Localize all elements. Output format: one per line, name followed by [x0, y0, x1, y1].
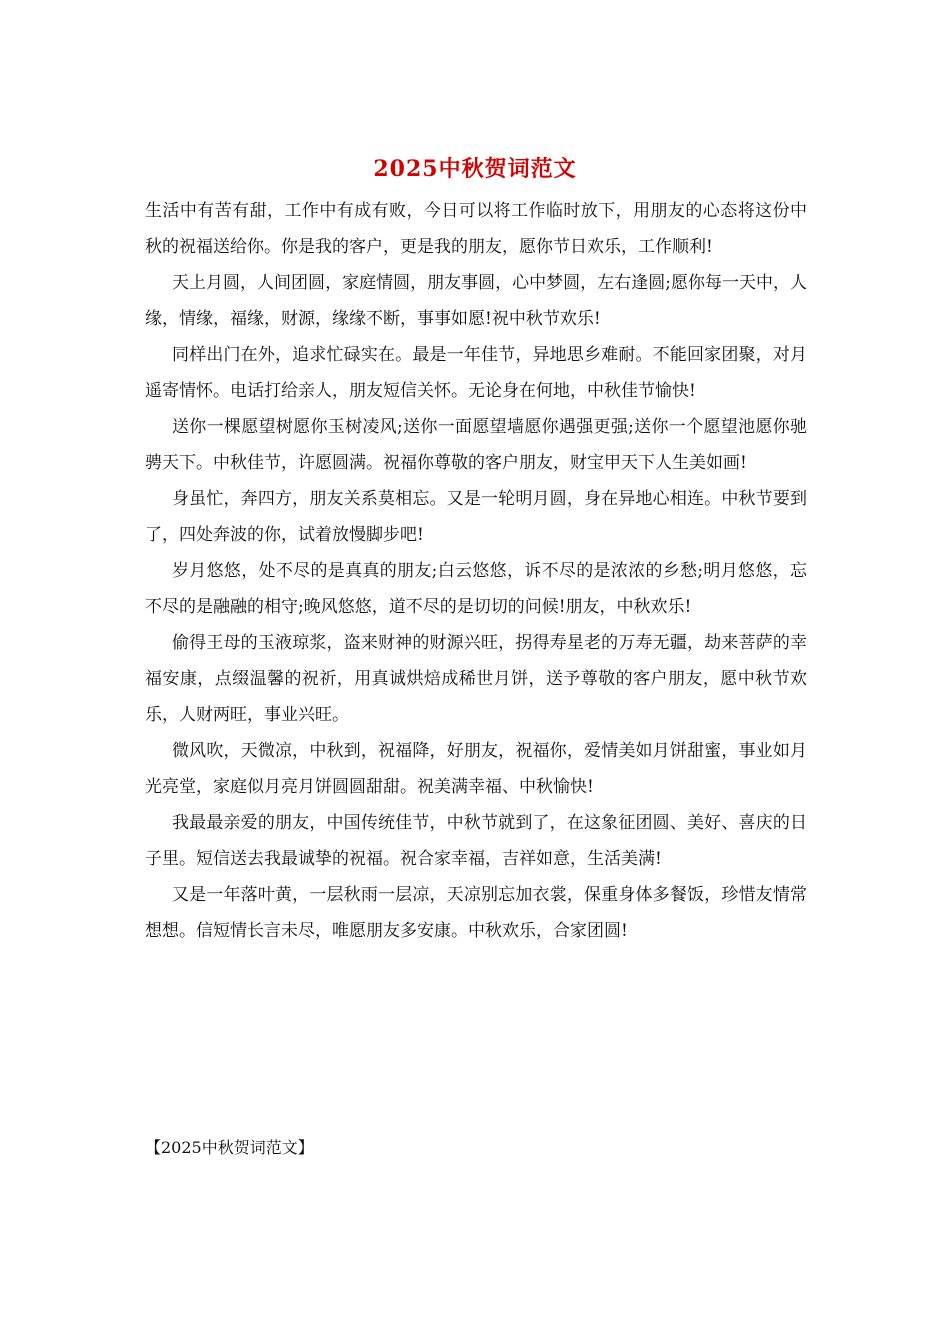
paragraph-6: 岁月悠悠，处不尽的是真真的朋友;白云悠悠，诉不尽的是浓浓的乡愁;明月悠悠，忘不尽的是融融的相守;晚风悠悠，道不尽的是切切的问候!朋友，中秋欢乐!: [145, 561, 807, 617]
document-title: 2025中秋贺词范文: [373, 156, 577, 182]
paragraph-4: 送你一棵愿望树愿你玉树凌风;送你一面愿望墙愿你遇强更强;送你一个愿望池愿你驰骋天下。中秋佳节，许愿圆满。祝福你尊敬的客户朋友，财宝甲天下人生美如画!: [145, 417, 807, 473]
paragraph-2: 天上月圆，人间团圆，家庭情圆，朋友事圆，心中梦圆，左右逢圆;愿你每一天中，人缘，情缘，福缘，财源，缘缘不断，事事如愿!祝中秋节欢乐!: [145, 273, 807, 329]
paragraph-7: 偷得王母的玉液琼浆，盗来财神的财源兴旺，拐得寿星老的万寿无疆，劫来菩萨的幸福安康，点缀温馨的祝祈，用真诚烘焙成稀世月饼，送予尊敬的客户朋友，愿中秋节欢乐，人财两旺，事业兴旺。: [145, 633, 807, 725]
paragraph-8: 微风吹，天微凉，中秋到，祝福降，好朋友，祝福你，爱情美如月饼甜蜜，事业如月光亮堂，家庭似月亮月饼圆圆甜甜。祝美满幸福、中秋愉快!: [145, 741, 807, 797]
paragraph-3: 同样出门在外，追求忙碌实在。最是一年佳节，异地思乡难耐。不能回家团聚，对月遥寄情怀。电话打给亲人，朋友短信关怀。无论身在何地，中秋佳节愉快!: [145, 345, 807, 401]
document-footer: 【2025中秋贺词范文】: [145, 1138, 314, 1157]
document-body: [145, 193, 807, 949]
paragraph-10: 又是一年落叶黄，一层秋雨一层凉，天凉别忘加衣裳，保重身体多餐饭，珍惜友情常想想。信短情长言未尽，唯愿朋友多安康。中秋欢乐，合家团圆!: [145, 885, 807, 941]
paragraph-1: 生活中有苦有甜，工作中有成有败，今日可以将工作临时放下，用朋友的心态将这份中秋的祝福送给你。你是我的客户，更是我的朋友，愿你节日欢乐，工作顺利!: [145, 201, 807, 257]
paragraph-5: 身虽忙，奔四方，朋友关系莫相忘。又是一轮明月圆，身在异地心相连。中秋节要到了，四处奔波的你，试着放慢脚步吧!: [145, 489, 807, 545]
paragraph-9: 我最最亲爱的朋友，中国传统佳节，中秋节就到了，在这象征团圆、美好、喜庆的日子里。短信送去我最诚挚的祝福。祝合家幸福，吉祥如意，生活美满!: [145, 813, 807, 869]
